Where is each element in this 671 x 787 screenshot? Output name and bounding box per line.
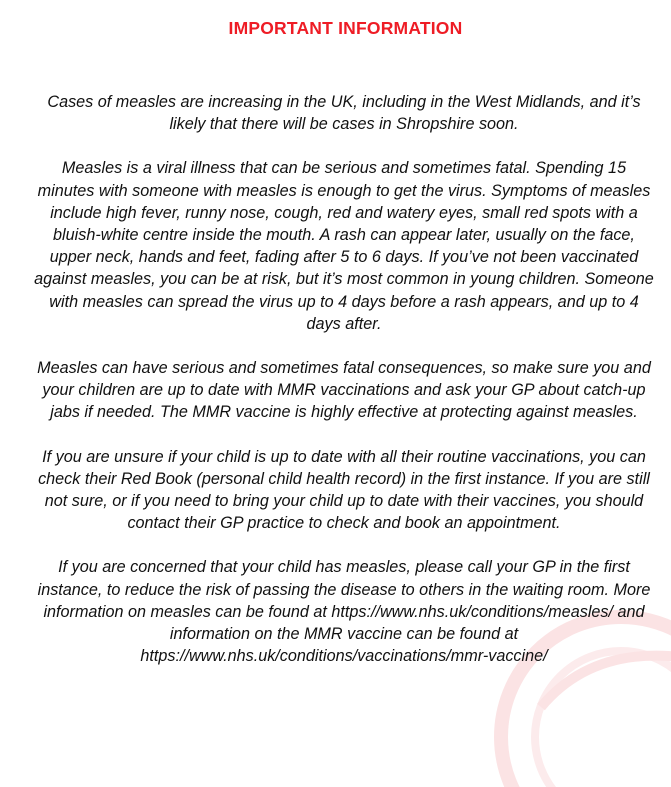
paragraph-more-information: If you are concerned that your child has measles, please call your GP in the first instance, to reduce the risk of passing the disease to others in the waiting room. More information on measles can be found at https://www.nhs.uk/conditions/measles/ and information on the MMR vaccine can be found at https://www.nhs.uk/conditions/vaccinations/mmr-vaccine/: [37, 558, 651, 666]
document-body: [34, 91, 654, 667]
paragraph-cases: Cases of measles are increasing in the UK, including in the West Midlands, and it’s likely that there will be cases in Shropshire soon.: [47, 93, 641, 134]
paragraph-red-book: If you are unsure if your child is up to date with all their routine vaccinations, you can check their Red Book (personal child health record) in the first instance. If you are still not sure, or if you need to bring your child up to date with their vaccines, you should contact their GP practice to check and book an appointment.: [38, 447, 650, 533]
page-title: IMPORTANT INFORMATION: [228, 18, 463, 38]
paragraph-mmr: Measles can have serious and sometimes fatal consequences, so make sure you and your children are up to date with MMR vaccinations and ask your GP about catch-up jabs if needed. The MMR vaccine is highly effective at protecting against measles.: [37, 359, 651, 422]
paragraph-symptoms: Measles is a viral illness that can be serious and sometimes fatal. Spending 15 minutes with someone with measles is enough to get the virus. Symptoms of measles include high fever, runny nose, cough, red and watery eyes, small red spots with a bluish-white centre inside the mouth. A rash can appear later, usually on the face, upper neck, hands and feet, fading after 5 to 6 days. If you’ve not been vaccinated against measles, you can be at risk, but it’s most common in young children. Someone with measles can spread the virus up to 4 days before a rash appears, and up to 4 days after.: [34, 159, 654, 333]
